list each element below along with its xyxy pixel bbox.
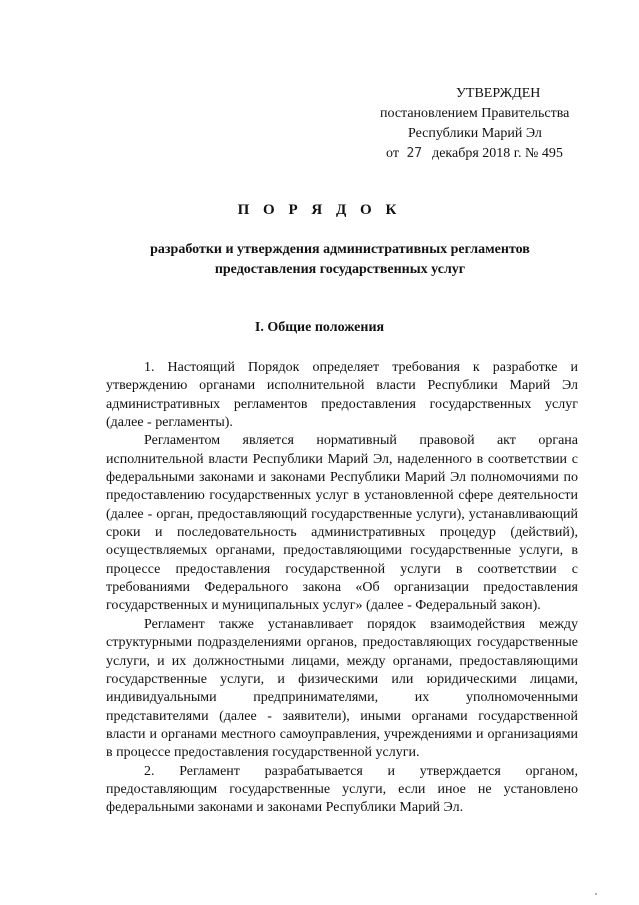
subtitle-line-1: разработки и утверждения административных регламентов: [150, 242, 530, 257]
document-body: [106, 359, 578, 818]
approval-date: [372, 144, 612, 164]
paragraph-3: Регламент также устанавливает порядок взаимодействия между структурными подразделениями органов, предоставляющих государственные услуги, и их должностными лицами, между органами, предоставляющими государственные услуги, и физическими или юридическими лицами, индивидуальными предпринимателями, их уполномоченными представителями (далее - заявители), иными органами государственной власти и органами местного самоуправления, учреждениями и организациями в процессе предоставления государственной услуги.: [106, 616, 578, 761]
approval-date-prefix: от: [386, 146, 399, 161]
approval-republic: Республики Марий Эл: [408, 126, 542, 141]
section-heading: I. Общие положения: [254, 320, 385, 335]
approval-date-day: 27: [406, 146, 423, 161]
approval-stamp: [372, 84, 612, 164]
approval-heading: УТВЕРЖДЕН: [456, 86, 541, 101]
subtitle-line-2: предоставления государственных услуг: [214, 262, 466, 277]
document-title: П О Р Я Д О К: [237, 202, 402, 218]
approval-date-rest: декабря 2018 г. № 495: [432, 146, 563, 161]
approval-authority: постановлением Правительства: [380, 106, 570, 121]
page-mark: [595, 893, 597, 895]
paragraph-4: 2. Регламент разрабатывается и утверждается органом, предоставляющим государственные услуги, если иное не установлено федеральными законами и законами Республики Марий Эл.: [106, 763, 578, 816]
paragraph-2: Регламентом является нормативный правовой акт органа исполнительной власти Республики Марий Эл, наделенного в соответствии с федеральными законами и законами Республики Марий Эл полномочиями по предоставлению государственных услуг в установленной сфере деятельности (далее - орган, предоставляющий государственные услуги), устанавливающий сроки и последовательность административных процедур (действий), осуществляемых органами, предоставляющими государственные услуги, в процессе предоставления государственной услуги в соответствии с требованиями Федерального закона «Об организации предоставления государственных и муниципальных услуг» (далее - Федеральный закон).: [106, 433, 578, 614]
document-subtitle: [110, 240, 570, 280]
paragraph-1: 1. Настоящий Порядок определяет требования к разработке и утверждению органами исполнительной власти Республики Марий Эл административных регламентов предоставления государственных услуг (далее - регламенты).: [106, 360, 578, 431]
